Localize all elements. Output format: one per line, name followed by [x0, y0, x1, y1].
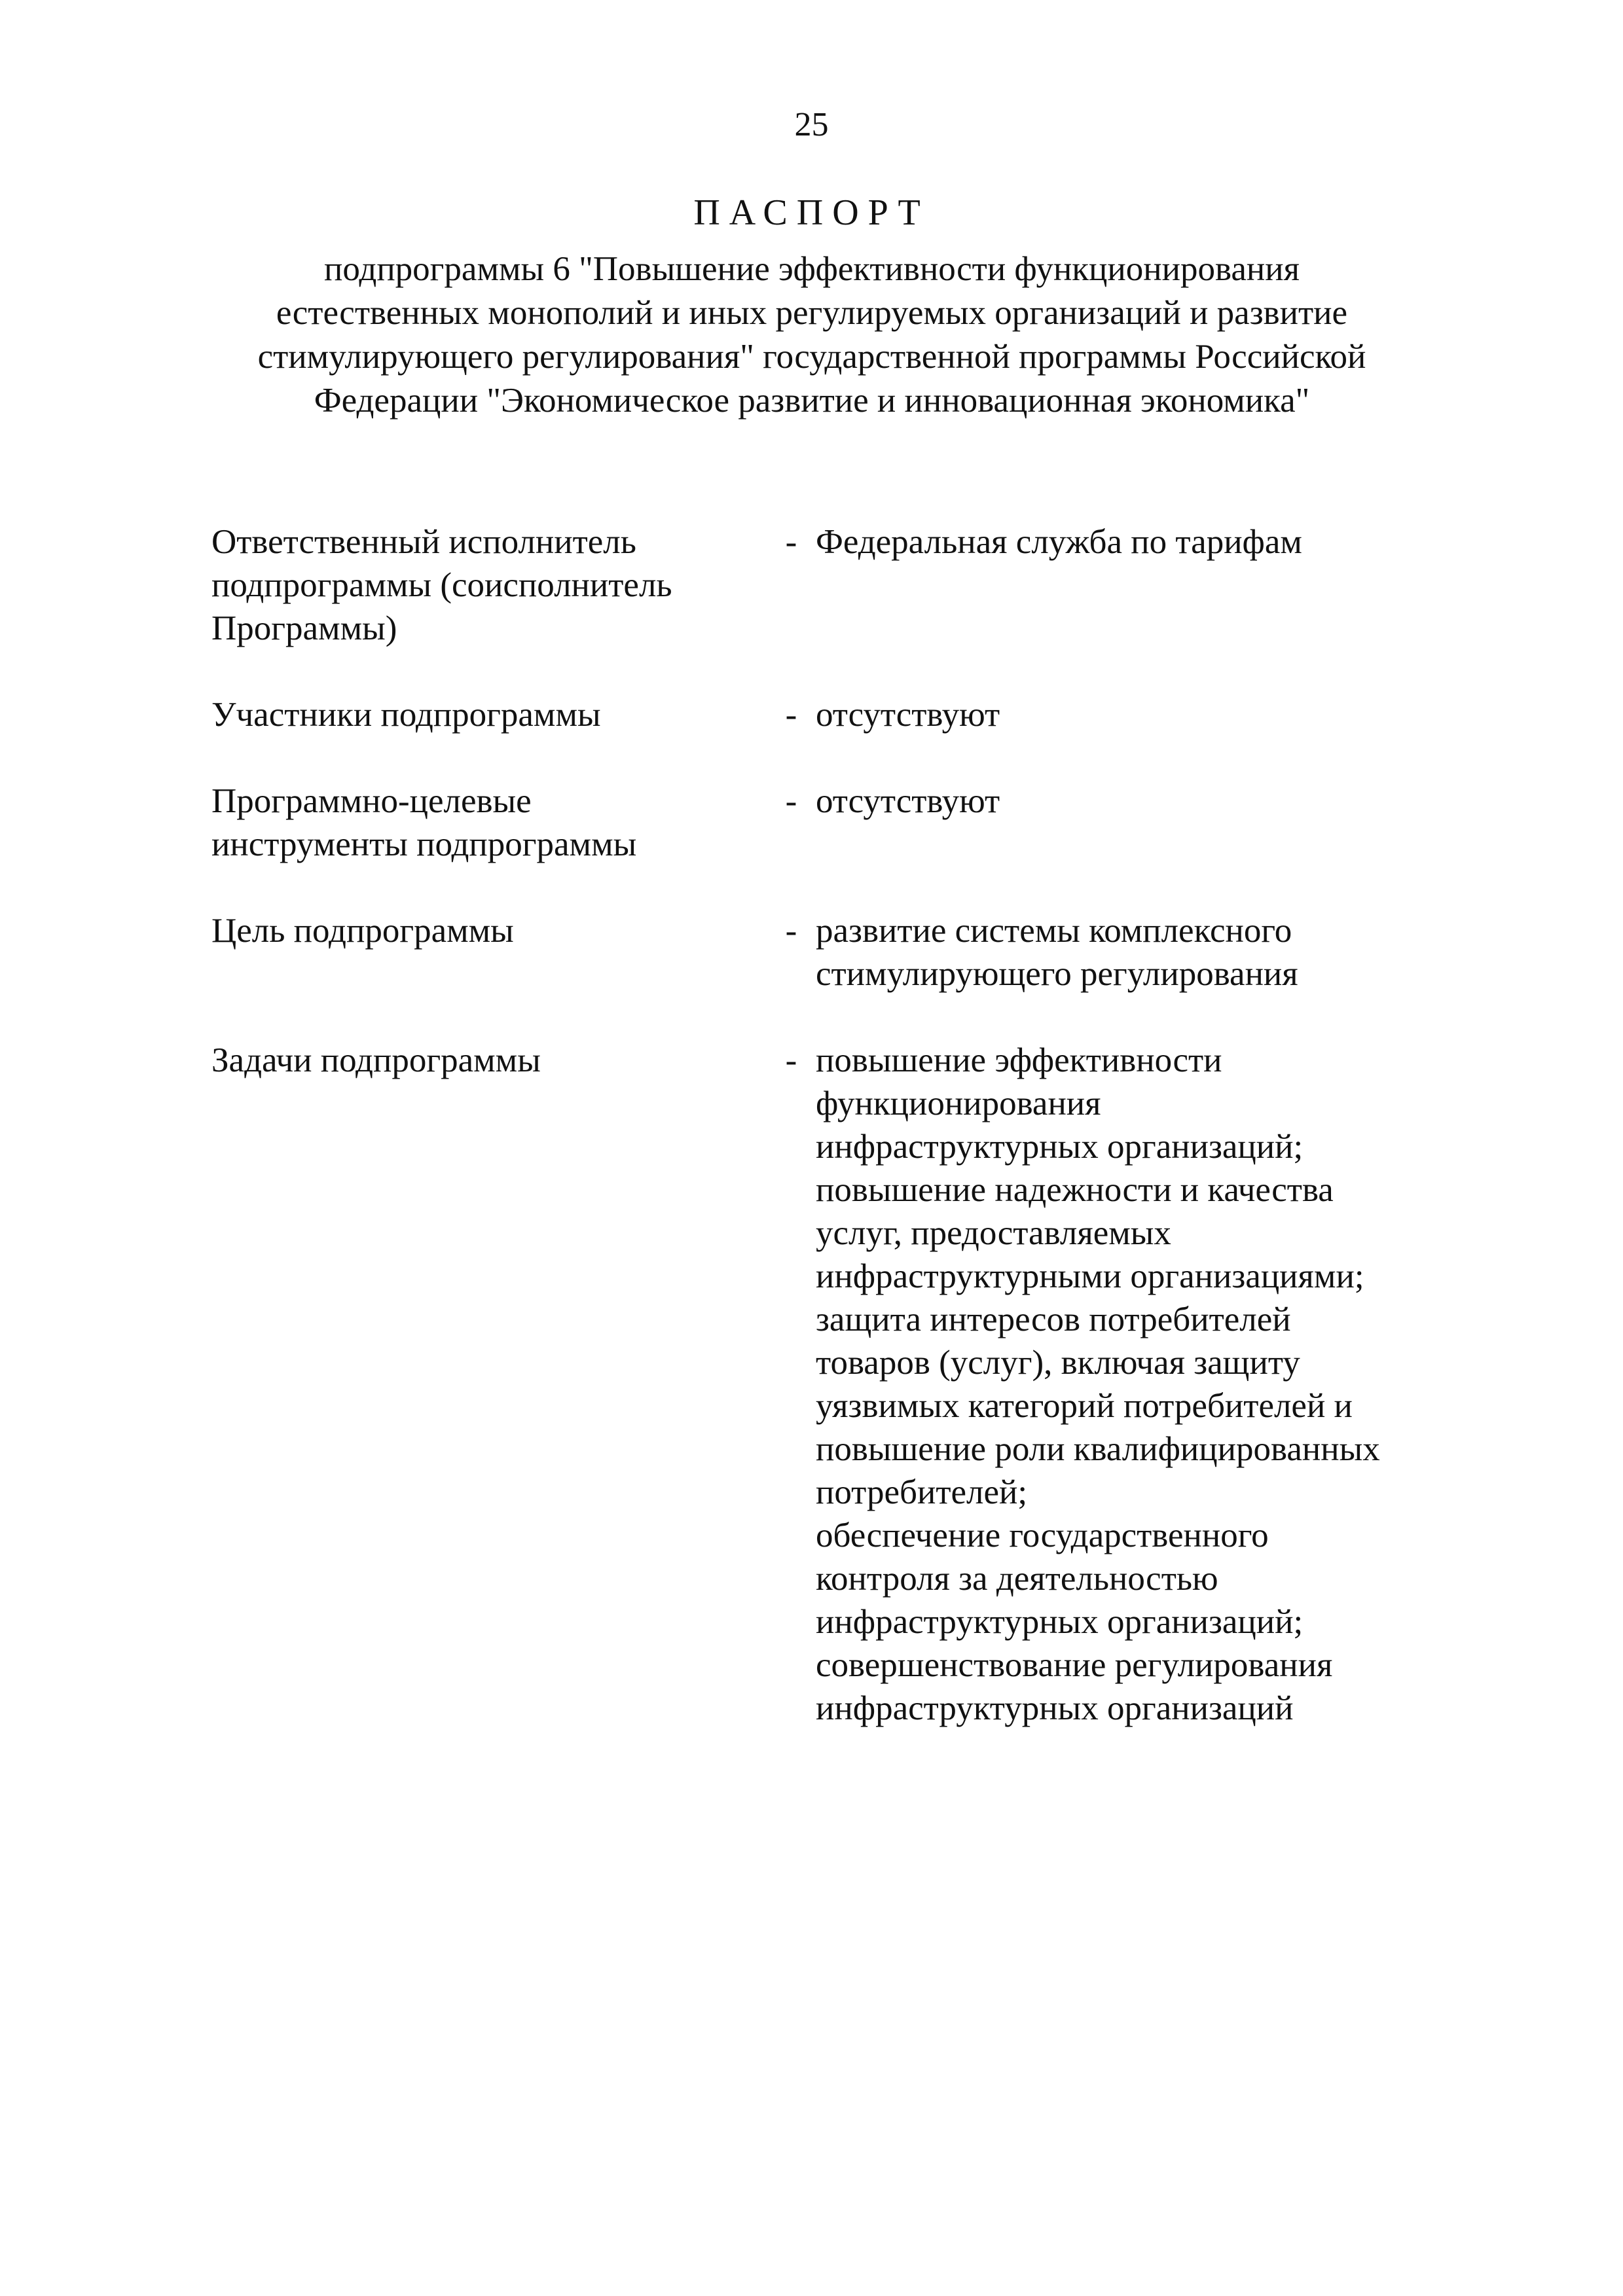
row-value-line: совершенствование регулирования	[816, 1646, 1333, 1684]
row-label-line: подпрограммы (соисполнитель	[211, 566, 672, 604]
row-label-line: Цель подпрограммы	[211, 912, 514, 950]
row-value-line: товаров (услуг), включая защиту	[816, 1344, 1300, 1382]
row-dash: -	[785, 696, 797, 734]
row-dash: -	[785, 1041, 797, 1079]
row-label	[211, 909, 767, 952]
row-value-line: инфраструктурных организаций	[816, 1689, 1294, 1727]
subtitle-line: естественных монополий и иных регулируемых организаций и развитие	[276, 294, 1348, 332]
row-value	[816, 693, 1451, 736]
row-label-line: Участники подпрограммы	[211, 696, 601, 734]
row-label	[211, 1039, 767, 1082]
row-value-line: потребителей;	[816, 1473, 1028, 1511]
passport-row-participants	[211, 693, 1455, 736]
row-value-line: стимулирующего регулирования	[816, 955, 1298, 993]
row-value-line: инфраструктурными организациями;	[816, 1257, 1364, 1295]
row-label-line: инструменты подпрограммы	[211, 825, 637, 863]
passport-table	[211, 520, 1455, 1773]
row-dash: -	[785, 523, 797, 561]
row-value-line: развитие системы комплексного	[816, 912, 1292, 950]
row-label	[211, 520, 767, 650]
row-value-line: функционирования	[816, 1085, 1101, 1122]
row-dash: -	[785, 782, 797, 820]
row-value-line: услуг, предоставляемых	[816, 1214, 1171, 1252]
document-title: ПАСПОРТ	[693, 192, 930, 233]
row-value-line: отсутствуют	[816, 696, 1000, 734]
row-label-line: Программно-целевые	[211, 782, 532, 820]
passport-row-goal	[211, 909, 1455, 996]
row-value-line: повышение надежности и качества	[816, 1171, 1334, 1209]
row-dash: -	[785, 912, 797, 950]
row-value-line: контроля за деятельностью	[816, 1560, 1218, 1598]
row-value-line: повышение эффективности	[816, 1041, 1222, 1079]
document-subtitle	[196, 247, 1427, 423]
row-value-line: инфраструктурных организаций;	[816, 1128, 1304, 1166]
row-value-line: обеспечение государственного	[816, 1516, 1269, 1554]
row-label-line: Программы)	[211, 609, 397, 647]
subtitle-line: подпрограммы 6 "Повышение эффективности функционирования	[324, 250, 1300, 288]
passport-row-tasks	[211, 1039, 1455, 1730]
subtitle-line: стимулирующего регулирования" государственной программы Российской	[257, 338, 1366, 376]
row-label-line: Задачи подпрограммы	[211, 1041, 541, 1079]
page-number: 25	[794, 106, 829, 143]
subtitle-line: Федерации "Экономическое развитие и инновационная экономика"	[314, 382, 1310, 420]
row-value-line: защита интересов потребителей	[816, 1300, 1291, 1338]
row-value-line: повышение роли квалифицированных	[816, 1430, 1380, 1468]
row-value-line: отсутствуют	[816, 782, 1000, 820]
row-value	[816, 780, 1451, 823]
passport-row-responsible-executor	[211, 520, 1455, 650]
row-value	[816, 909, 1451, 996]
row-value	[816, 1039, 1451, 1730]
row-value-line: уязвимых категорий потребителей и	[816, 1387, 1353, 1425]
row-value	[816, 520, 1451, 564]
row-label	[211, 693, 767, 736]
row-value-line: Федеральная служба по тарифам	[816, 523, 1302, 561]
row-label	[211, 780, 767, 866]
row-value-line: инфраструктурных организаций;	[816, 1603, 1304, 1641]
passport-row-target-instruments	[211, 780, 1455, 866]
row-label-line: Ответственный исполнитель	[211, 523, 636, 561]
